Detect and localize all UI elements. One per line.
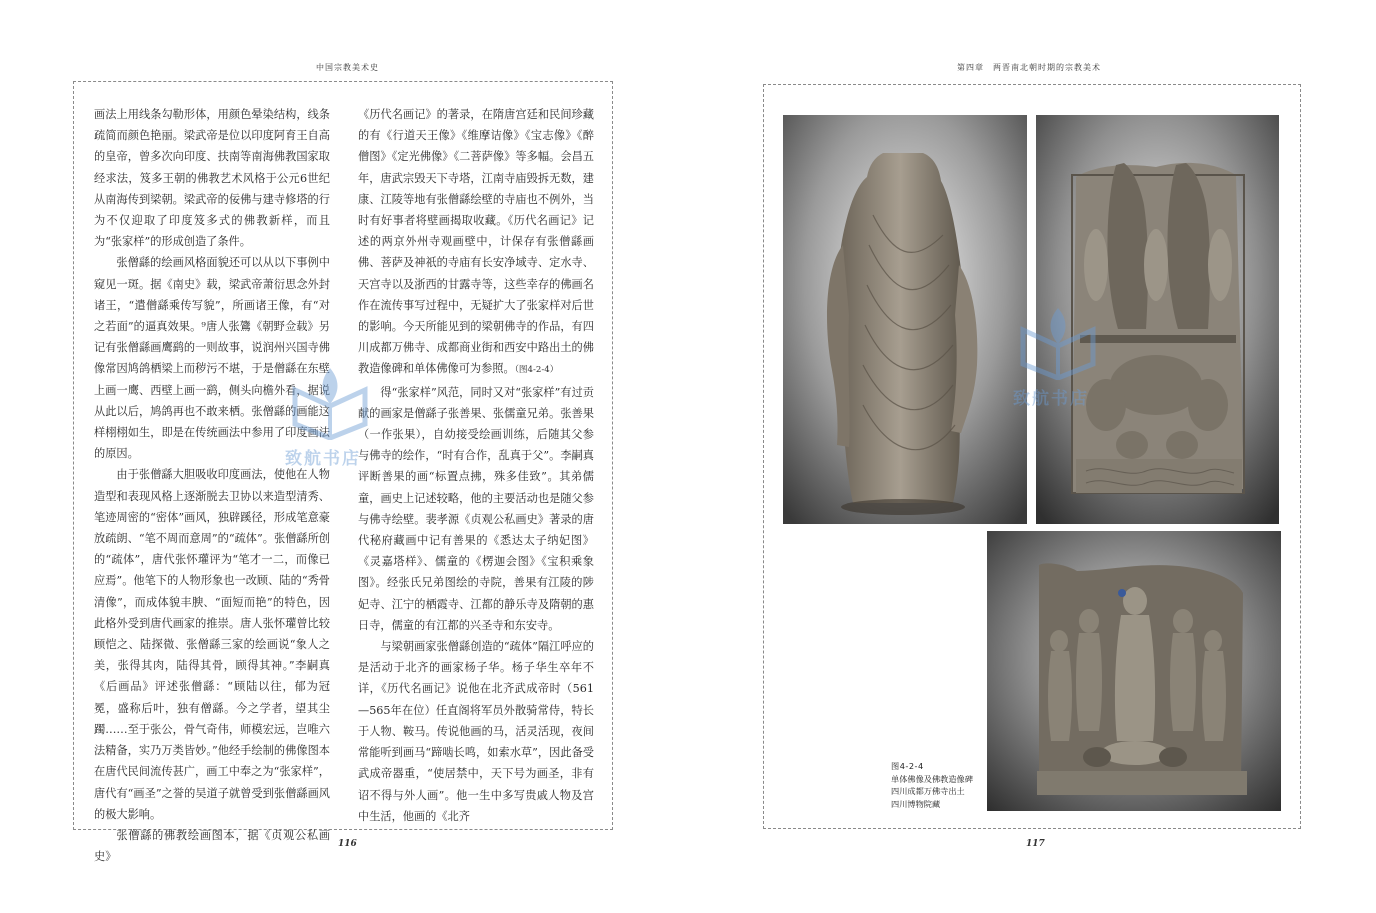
photo-stele-buddha-attendants <box>987 531 1281 811</box>
watermark <box>1013 300 1103 409</box>
right-page <box>688 0 1376 913</box>
paragraph: 画法上用线条勾勒形体，用颜色晕染结构，线条疏简而颜色艳丽。梁武帝是位以印度阿育王自高的皇帝，曾多次向印度、扶南等南海佛教国家取经求法，笈多王朝的佛教艺术风格于公元6世纪从南海传到梁朝。梁武帝的佞佛与建寺修塔的行为不仅迎取了印度笈多式的佛教新样，而且为“张家样”的形成创造了条件。 <box>94 108 330 249</box>
photo-standing-buddha <box>783 115 1027 524</box>
figure-caption <box>891 760 973 810</box>
paragraph: 与梁朝画家张僧繇创造的“疏体”隔江呼应的是活动于北齐的画家杨子华。杨子华生卒年不详，《历代名画记》说他在北齐武成帝时（561—565年在位）任直阁将军员外散骑常侍，特长于人物、鞍马。传说他画的马，活灵活现，夜间常能听到画马“蹄啮长鸣，如索水草”，因此备受武成帝器重，“使居禁中，天下号为画圣，非有诏不得与外人画”。他一生中多写贵戚人物及宫中生活，他画的《北齐 <box>358 640 594 823</box>
bookstore-logo-icon <box>285 360 375 440</box>
paragraph: 由于张僧繇大胆吸收印度画法，使他在人物造型和表现风格上逐渐脱去卫协以来造型清秀、笔迹周密的“密体”画风，独辟蹊径，形成笔意豪放疏朗、“笔不周而意周”的“疏体”。张僧繇所创的“疏体”，唐代张怀瓘评为“笔才一二，而像已应焉”。他笔下的人物形象也一改顾、陆的“秀骨清像”，而成体貌丰腴、“面短而艳”的特色，因此格外受到唐代画家的推崇。唐人张怀瓘曾比较顾恺之、陆探微、张僧繇三家的绘画说“象人之美，张得其肉，陆得其骨，顾得其神。”李嗣真《后画品》评述张僧繇：“顾陆以往，郁为冠冕，盛称后叶，独有僧繇。今之学者，望其尘躅……至于张公，骨气奇伟，师模宏远，岂唯六法精备，实乃万类皆妙。”他经手绘制的佛像图本在唐代民间流传甚广，画工中奉之为“张家样”，唐代有“画圣”之誉的吴道子就曾受到张僧繇画风的极大影响。 <box>94 468 330 821</box>
page-number-right: 117 <box>1026 839 1045 849</box>
paragraph-text: 《历代名画记》的著录，在隋唐宫廷和民间珍藏的有《行道天王像》《维摩诘像》《宝志像》《醉僧图》《定光佛像》《二菩萨像》等多幅。会昌五年，唐武宗毁天下寺塔，江南寺庙毁拆无数，建康、江陵等地有张僧繇绘壁的寺庙也不例外，当时有好事者将壁画揭取收藏。《历代名画记》记述的两京外州寺观画壁中，计保存有张僧繇画佛、菩萨及神祇的寺庙有长安净域寺、定水寺、天宫寺以及浙西的甘露寺等，这些幸存的佛画名作在流传事写过程中，无疑扩大了张家样对后世的影响。今天所能见到的梁朝佛寺的作品，有四川成都万佛寺、成都商业街和西安中路出土的佛教造像碑和单体佛像可为参照。 <box>358 108 594 376</box>
watermark <box>285 360 375 469</box>
caption-line: 单体佛像及佛教造像碑 <box>891 773 973 784</box>
paragraph: 张僧繇的绘画风格面貌还可以从以下事例中窥见一斑。据《南史》载，梁武帝萧衍思念外封诸王，“遣僧繇乘传写貌”，所画诸王像，有“对之若面”的逼真效果。⁹唐人张鷟《朝野佥载》另记有张僧繇画鹰鹞的一则故事，说润州兴国寺佛像常因鸠鸽栖梁上而秽污不堪，于是僧繇在东壁上画一鹰、西壁上画一鹞，侧头向檐外看，据说从此以后，鸠鸽再也不敢来栖。张僧繇的画能这样栩栩如生，即是在传统画法中参用了印度画法的原因。 <box>94 256 330 461</box>
page-number-left: 116 <box>338 839 357 849</box>
paragraph <box>358 104 594 382</box>
paragraph: 得“张家样”风范，同时又对“张家样”有过贡献的画家是僧繇子张善果、张儒童兄弟。张善果（一作张果），自幼接受绘画训练，后随其父参与佛寺的绘作，“时有合作，乱真于父”。李嗣真评断善果的画“标置点拂，殊多佳致”。其弟儒童，画史上记述较略，他的主要活动也是随父参与佛寺绘壁。裴孝源《贞观公私画史》著录的唐代秘府藏画中记有善果的《悉达太子纳妃图》《灵嘉塔样》、儒童的《楞迦会图》《宝积乘象图》。经张氏兄弟图绘的寺院，善果有江陵的陟妃寺、江宁的栖霞寺、江都的静乐寺及隋朝的惠日寺，儒童的有江都的兴圣寺和东安寺。 <box>358 385 594 632</box>
text-column-2 <box>358 104 594 824</box>
figure-reference: （图4-2-4） <box>514 365 559 376</box>
paragraph: 张僧繇的佛教绘画图本，据《贞观公私画史》 <box>94 828 330 864</box>
caption-line: 四川成都万佛寺出土 <box>891 786 965 796</box>
caption-line: 四川博物院藏 <box>891 798 941 809</box>
running-head-left: 中国宗教美术史 <box>316 63 379 72</box>
watermark-text: 致航书店 <box>1013 389 1089 409</box>
caption-number: 图4-2-4 <box>891 761 924 771</box>
running-head-right: 第四章 两晋南北朝时期的宗教美术 <box>957 63 1101 72</box>
watermark-text: 致航书店 <box>285 449 361 469</box>
bookstore-logo-icon <box>1013 300 1103 380</box>
